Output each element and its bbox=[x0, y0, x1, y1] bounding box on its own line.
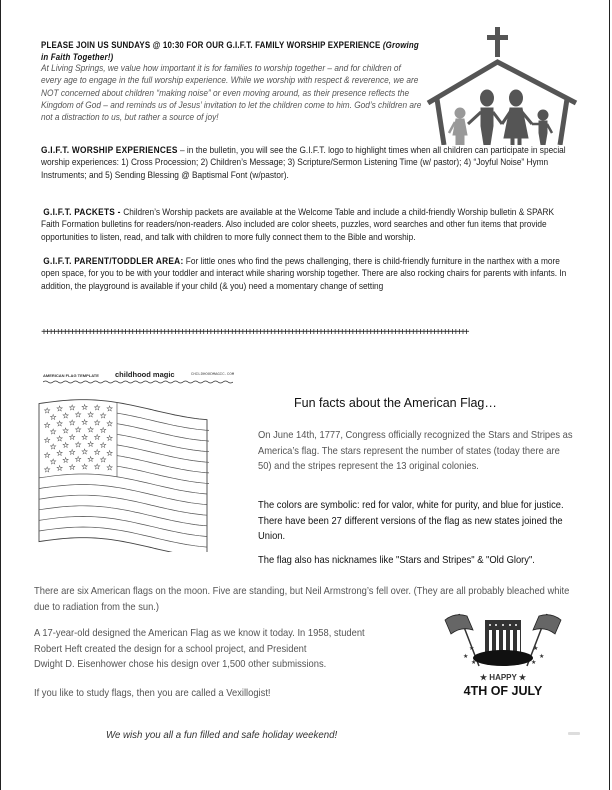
flag-star: ★ bbox=[87, 425, 94, 434]
flag-template-header bbox=[43, 370, 233, 384]
brand-site: CHILDHOODMAGIC.COM bbox=[191, 373, 235, 377]
designer-line: Dwight D. Eisenhower chose his design over 1,500 other submissions. bbox=[34, 659, 327, 670]
flag-star: ★ bbox=[44, 406, 51, 415]
flag-star: ★ bbox=[56, 449, 63, 458]
flag-star: ★ bbox=[44, 451, 51, 460]
flag-star: ★ bbox=[94, 403, 101, 412]
section-title: G.I.F.T. PACKETS - bbox=[43, 207, 124, 218]
flag-star: ★ bbox=[50, 413, 57, 422]
wavy-rule bbox=[43, 380, 233, 384]
flag-star: ★ bbox=[81, 403, 88, 412]
flag-star: ★ bbox=[69, 418, 76, 427]
july-happy-label: ★ HAPPY ★ bbox=[479, 673, 527, 682]
fun-facts-title: Fun facts about the American Flag… bbox=[294, 396, 497, 410]
flag-star: ★ bbox=[94, 448, 101, 457]
svg-text:★: ★ bbox=[539, 653, 545, 660]
flag-star: ★ bbox=[56, 405, 63, 414]
page-heading bbox=[41, 40, 419, 63]
flag-star: ★ bbox=[50, 457, 57, 466]
svg-text:★: ★ bbox=[469, 645, 475, 652]
flag-star: ★ bbox=[100, 411, 107, 420]
flag-star: ★ bbox=[69, 404, 76, 413]
flag-star: ★ bbox=[106, 419, 113, 428]
flag-star: ★ bbox=[50, 428, 57, 437]
flag-star: ★ bbox=[100, 426, 107, 435]
flag-star: ★ bbox=[75, 426, 82, 435]
flag-star: ★ bbox=[94, 463, 101, 472]
flag-star: ★ bbox=[94, 433, 101, 442]
flag-star: ★ bbox=[44, 466, 51, 475]
flag-star: ★ bbox=[87, 440, 94, 449]
church-family-icon bbox=[424, 27, 580, 145]
flag-star: ★ bbox=[50, 443, 57, 452]
vexillogist-fact: If you like to study flags, then you are called a Vexillogist! bbox=[34, 688, 271, 699]
flag-star: ★ bbox=[94, 418, 101, 427]
section-divider: ++++++++++++++++++++++++++++++++++++++++++++++++++++++++++++++++++++++++++++++++++++++++++++++++++++++++++++++++++++++++ bbox=[41, 328, 468, 339]
flag-star: ★ bbox=[81, 448, 88, 457]
flag-star: ★ bbox=[56, 420, 63, 429]
section-packets bbox=[41, 207, 573, 244]
flag-star: ★ bbox=[44, 436, 51, 445]
flag-star: ★ bbox=[75, 455, 82, 464]
flag-star: ★ bbox=[75, 411, 82, 420]
designer-line: A 17-year-old designed the American Flag as we know it today. In 1958, student bbox=[34, 628, 365, 639]
flag-star: ★ bbox=[69, 433, 76, 442]
flag-star: ★ bbox=[69, 463, 76, 472]
closing-message: We wish you all a fun filled and safe holiday weekend! bbox=[106, 730, 338, 741]
flag-star: ★ bbox=[81, 418, 88, 427]
flag-star: ★ bbox=[62, 412, 69, 421]
heading-main: PLEASE JOIN US SUNDAYS @ 10:30 FOR OUR G.I.F.T. FAMILY WORSHIP EXPERIENCE bbox=[41, 40, 381, 50]
heading-subtitle: (Growing in Faith Together!) bbox=[41, 40, 419, 62]
fun-fact: On June 14th, 1777, Congress officially recognized the Stars and Stripes as America’s flag. The stars represent the number of states (today there are 50) and the stripes represent the 13 original colonies. bbox=[258, 430, 573, 472]
flag-star: ★ bbox=[62, 456, 69, 465]
svg-text:★: ★ bbox=[471, 659, 477, 666]
flag-star: ★ bbox=[106, 449, 113, 458]
fun-fact: The flag also has nicknames like "Stars and Stripes" & "Old Glory". bbox=[258, 555, 535, 566]
intro-paragraph: At Living Springs, we value how important it is for families to worship together – and for children of every age to engage in the full worship experience. While we worship with respect & reverence, we are NOT concerned about children “making noise” or even moving around, as their presence reflects the Kingdom of God – and reminds us of Jesus’ invitation to let the children come to him. God’s children are not a distraction to us, but rather a source of joy! bbox=[41, 63, 422, 124]
flag-star: ★ bbox=[81, 462, 88, 471]
flag-outline bbox=[39, 400, 207, 552]
flag-star: ★ bbox=[56, 464, 63, 473]
designer-line: Robert Heft created the design for a school project, and President bbox=[34, 643, 307, 655]
svg-text:★: ★ bbox=[531, 659, 537, 666]
flag-star: ★ bbox=[100, 441, 107, 450]
svg-text:★: ★ bbox=[463, 653, 469, 660]
flag-star: ★ bbox=[75, 440, 82, 449]
section-parent-toddler-area bbox=[41, 256, 573, 293]
section-body: For little ones who find the pews challenging, there is child-friendly furniture in the narthex with a more open space, for you to be with your toddler and interact while sharing worship together. There are also rocking chairs for parents with infants. In addition, the playground is available if your child (& you) need a momentary change of setting bbox=[41, 256, 567, 292]
flag-star: ★ bbox=[100, 456, 107, 465]
designer-fact bbox=[34, 626, 439, 673]
flag-star: ★ bbox=[81, 433, 88, 442]
fourth-of-july-icon bbox=[441, 608, 565, 704]
flag-star: ★ bbox=[106, 434, 113, 443]
flag-star: ★ bbox=[62, 441, 69, 450]
section-title: G.I.F.T. PARENT/TODDLER AREA: bbox=[43, 256, 184, 267]
flag-star: ★ bbox=[87, 455, 94, 464]
section-worship-experiences bbox=[41, 145, 573, 182]
flag-star: ★ bbox=[106, 464, 113, 473]
section-body: Children’s Worship packets are available at the Welcome Table and include a child-friendly Worship bulletin & SPARK Faith Formation bulletins for readers/non-readers. Also included are color sheets, puzzles, word searches and other fun items that provide opportunities to listen, read, and talk with children to more fully connect them to the Bible and worship. bbox=[41, 207, 555, 243]
section-body: – in the bulletin, you will see the G.I.F.T. logo to highlight times when all children can participate in special worship experiences: 1) Cross Procession; 2) Children’s Message; 3) Scripture/Sermon Listening Time (w/ pastor); 4) “Joyful Noise” Hymn Instruments; and 5) Sending Blessing @ Baptismal Font (w/pastor). bbox=[41, 145, 566, 181]
flag-star: ★ bbox=[69, 448, 76, 457]
fun-fact: The colors are symbolic: red for valor, white for purity, and blue for justice. There have been 27 different versions of the flag as new states joined the Union. bbox=[258, 500, 564, 542]
brand-name: childhood magic bbox=[115, 370, 175, 379]
section-title: G.I.F.T. WORSHIP EXPERIENCES bbox=[41, 145, 178, 156]
svg-text:★: ★ bbox=[533, 645, 539, 652]
american-flag-coloring-icon bbox=[37, 392, 213, 552]
template-label: AMERICAN FLAG TEMPLATE bbox=[43, 373, 99, 378]
flag-star: ★ bbox=[62, 426, 69, 435]
page-marker bbox=[568, 732, 580, 735]
flag-star: ★ bbox=[56, 434, 63, 443]
july-main-label: 4TH OF JULY bbox=[463, 684, 543, 698]
flag-star: ★ bbox=[44, 421, 51, 430]
moon-fact: There are six American flags on the moon. Five are standing, but Neil Armstrong’s fell over. (They are all probably bleached white due to radiation from the sun.) bbox=[34, 586, 570, 613]
flag-star: ★ bbox=[106, 405, 113, 414]
flag-star: ★ bbox=[87, 411, 94, 420]
